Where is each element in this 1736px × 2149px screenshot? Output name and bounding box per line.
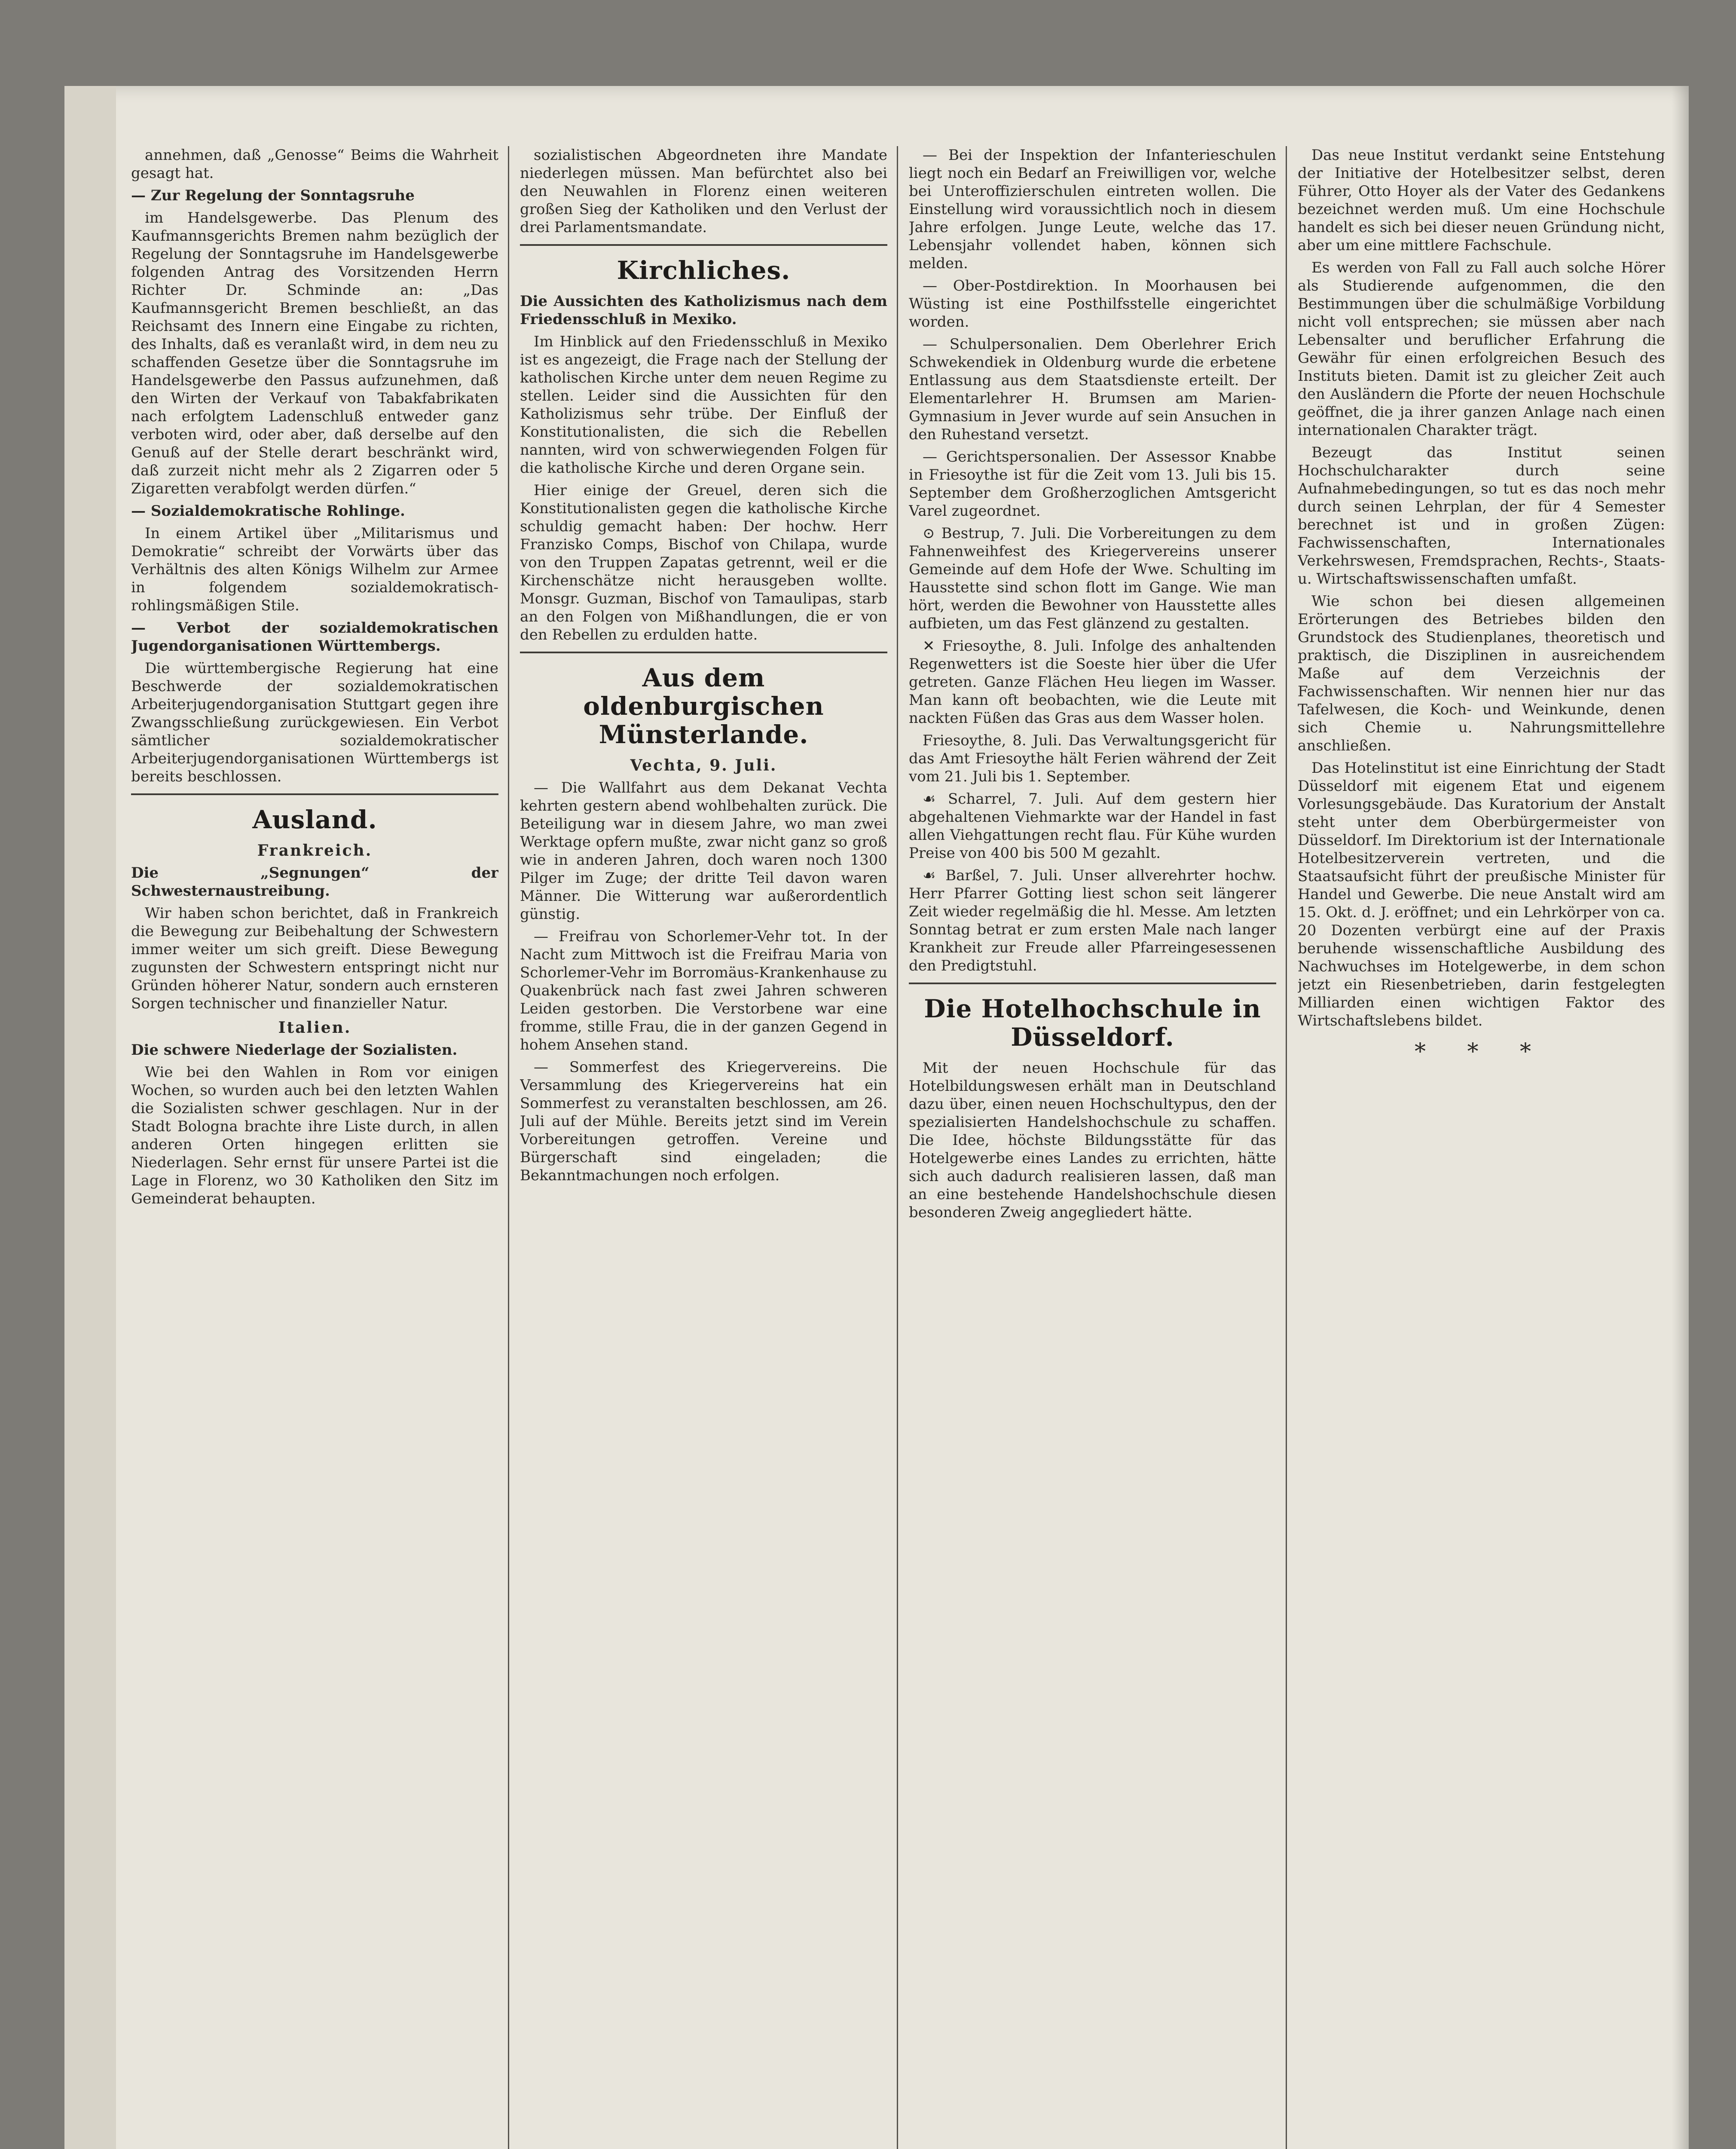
closing-stars: * * * — [1414, 1039, 1549, 1065]
section-divider — [131, 793, 498, 795]
article-paragraph: — Die Wallfahrt aus dem Dekanat Vechta kehrten gestern abend wohlbehalten zurück. Die Beteiligung war in diesem Jahre, wo man zwei Werktage opfern mußte, zwar nicht ganz so groß wie in anderen Jahren, doch waren noch 1300 Pilger im Zuge; der dritte Teil davon waren Männer. Die Witterung war außerordentlich günstig. — [520, 779, 887, 923]
column-rule — [897, 146, 898, 2149]
column-3 — [909, 146, 1276, 2149]
article-lead: — Verbot der sozialdemokratischen Jugendorganisationen Württembergs. — [131, 619, 498, 655]
article-paragraph: Hier einige der Greuel, deren sich die Konstitutionalisten gegen die katholische Kirche schuldig gemacht haben: Der hochw. Herr Franzisko Comps, Bischof von Chilapa, wurde von den Truppen Zapatas getrennt, weil er die Kirchenschätze nicht herausgeben wollte. Monsgr. Guzman, Bischof von Tamaulipas, starb an den Folgen von Mißhandlungen, die er von den Rebellen zu erdulden hatte. — [520, 482, 887, 643]
article-paragraph: sozialistischen Abgeordneten ihre Mandate niederlegen müssen. Man befürchtet also bei den Neuwahlen in Florenz einen weiteren großen Sieg der Katholiken und den Verlust der drei Parlamentsmandate. — [520, 147, 887, 236]
section-divider — [520, 244, 887, 246]
article-paragraph: Es werden von Fall zu Fall auch solche Hörer als Studierende aufgenommen, die den Bestimmungen über die schulmäßige Vorbildung nicht voll entsprechen; sie müssen aber nach Lebensalter und beruflicher Erfahrung die Gewähr für einen erfolgreichen Besuch des Instituts bieten. Damit ist zu gleicher Zeit auch den Ausländern die Pforte der neuen Hochschule geöffnet, die ja ihrer ganzen Anlage nach einen internationalen Charakter trägt. — [1298, 259, 1665, 439]
article-paragraph: Wie schon bei diesen allgemeinen Erörterungen des Betriebes bilden den Grundstock des Studienplanes, theoretisch und praktisch, die Disziplinen in ausreichendem Maße auf dem Verzeichnis der Fachwissenschaften. Wir nennen hier nur das Tafelwesen, die Koch- und Weinkunde, denen sich Chemie u. Nahrungsmittellehre anschließen. — [1298, 593, 1665, 754]
page-edge-shadow — [1672, 86, 1689, 2149]
section-heading-hotelhochschule: Die Hotelhochschule in Düsseldorf. — [924, 994, 1261, 1052]
article-paragraph: ⊙ Bestrup, 7. Juli. Die Vorbereitungen zu dem Fahnenweihfest des Kriegervereins unserer Gemeinde auf dem Hofe der Wwe. Schulting im Hausstette sind schon flott im Gange. Wie man hört, werden die Bewohner von Hausstette alles aufbieten, um das Fest glänzend zu gestalten. — [909, 525, 1276, 632]
article-paragraph: Bezeugt das Institut seinen Hochschulcharakter durch seine Aufnahmebedingungen, so tut es das noch mehr durch seinen Lehrplan, der für 4 Semester berechnet ist und in großen Zügen: Fachwissenschaften, Internationales Verkehrswesen, Fremdsprachen, Rechts-, Staats- u. Wirtschaftswissenschaften umfaßt. — [1298, 444, 1665, 588]
article-paragraph: — Freifrau von Schorlemer-Vehr tot. In der Nacht zum Mittwoch ist die Freifrau Maria von Schorlemer-Vehr im Borromäus-Krankenhause zu Quakenbrück nach fast zwei Jahren schweren Leiden gestorben. Die Verstorbene war eine fromme, stille Frau, die in der ganzen Gegend in hohem Ansehen stand. — [520, 928, 887, 1053]
article-paragraph: Wir haben schon berichtet, daß in Frankreich die Bewegung zur Beibehaltung der Schwestern immer weiter um sich greift. Diese Bewegung zugunsten der Schwestern entspringt nicht nur Gründen höherer Natur, sondern auch ernsteren Sorgen technischer und finanzieller Natur. — [131, 905, 498, 1012]
article-paragraph: im Handelsgewerbe. Das Plenum des Kaufmannsgerichts Bremen nahm bezüglich der Regelung der Sonntagsruhe im Handelsgewerbe folgenden Antrag des Vorsitzenden Herrn Richter Dr. Schminde an: „Das Kaufmannsgericht Bremen beschließt, an das Reichsamt des Innern eine Eingabe zu richten, des Inhalts, daß es veranlaßt wird, in dem neu zu schaffenden Gesetze über die Sonntagsruhe im Handelsgewerbe den Passus aufzunehmen, daß den Wirten der Verkauf von Tabakfabrikaten nach erfolgtem Ladenschluß entweder ganz verboten wird, oder aber, daß derselbe auf den Genuß auf der Stelle derart beschränkt wird, daß zurzeit nicht mehr als 2 Zigarren oder 5 Zigaretten verabfolgt werden dürfen.“ — [131, 209, 498, 497]
subheading-italien: Italien. — [278, 1019, 351, 1037]
article-lead: — Sozialdemokratische Rohlinge. — [131, 502, 405, 520]
section-heading-kirchliches: Kirchliches. — [617, 256, 791, 285]
section-heading-muensterland: Aus dem oldenburgischen Münsterlande. — [583, 663, 824, 749]
article-paragraph: Wie bei den Wahlen in Rom vor einigen Wochen, so wurden auch bei den letzten Wahlen die Sozialisten schwer geschlagen. Nur in der Stadt Bologna brachte ihre Liste durch, in allen anderen Orten hingegen erlitten sie Niederlagen. Sehr ernst für unsere Partei ist die Lage in Florenz, wo 30 Katholiken den Sitz im Gemeinderat behaupten. — [131, 1064, 498, 1207]
dateline: Vechta, 9. Juli. — [630, 756, 777, 774]
article-paragraph: — Bei der Inspektion der Infanterieschulen liegt noch ein Bedarf an Freiwilligen vor, welche bei Unteroffizierschulen eintreten wollen. Die Einstellung wird voraussichtlich noch in diesem Jahre erfolgen. Junge Leute, welche das 17. Lebensjahr vollendet haben, können sich melden. — [909, 147, 1276, 272]
article-paragraph: In einem Artikel über „Militarismus und Demokratie“ schreibt der Vorwärts über das Verhältnis des alten Königs Wilhelm zur Armee in folgendem sozialdemokratisch-rohlingsmäßigen Stile. — [131, 525, 498, 614]
article-paragraph: Mit der neuen Hochschule für das Hotelbildungswesen erhält man in Deutschland dazu über, einen neuen Hochschultypus, den der spezialisierten Handelshochschule zu schaffen. Die Idee, höchste Bildungsstätte für das Hotelgewerbe eines Landes zu errichten, hätte sich auch dadurch realisieren lassen, daß man an eine bestehende Handelshochschule diesen besonderen Zweig angegliedert hätte. — [909, 1059, 1276, 1221]
article-paragraph: Die württembergische Regierung hat eine Beschwerde der sozialdemokratischen Arbeiterjugendorganisation Stuttgart gegen ihre Zwangsschließung zurückgewiesen. Ein Verbot sämtlicher sozialdemokratischer Arbeiterjugendorganisationen Württembergs ist bereits beschlossen. — [131, 660, 498, 785]
column-4 — [1298, 146, 1665, 2149]
section-divider — [909, 983, 1276, 984]
article-lead: — Zur Regelung der Sonntagsruhe — [131, 187, 415, 204]
newspaper-page — [64, 86, 1689, 2149]
column-2 — [520, 146, 887, 2149]
article-paragraph: Im Hinblick auf den Friedensschluß in Mexiko ist es angezeigt, die Frage nach der Stellung der katholischen Kirche unter dem neuen Regime zu stellen. Leider sind die Aussichten für den Katholizismus sehr trübe. Der Einfluß der Konstitutionalisten, die sich die Rebellen nannten, wird von schwerwiegenden Folgen für die katholische Kirche und deren Organe sein. — [520, 333, 887, 477]
article-paragraph: Das neue Institut verdankt seine Entstehung der Initiative der Hotelbesitzer selbst, deren Führer, Otto Hoyer als der Vater des Gedankens bezeichnet werden muß. Um eine Hochschule handelt es sich bei dieser neuen Gründung nicht, aber um eine mittlere Fachschule. — [1298, 147, 1665, 254]
section-divider — [520, 652, 887, 653]
column-rule — [508, 146, 509, 2149]
article-paragraph: annehmen, daß „Genosse“ Beims die Wahrheit gesagt hat. — [131, 147, 498, 182]
article-paragraph: Das Hotelinstitut ist eine Einrichtung der Stadt Düsseldorf mit eigenem Etat und eigenem Vorlesungsgebäude. Das Kuratorium der Anstalt steht unter dem Oberbürgermeister von Düsseldorf. Im Direktorium ist der Internationale Hotelbesitzerverein vertreten, und die Staatsaufsicht führt der preußische Minister für Handel und Gewerbe. Die neue Anstalt wird am 15. Okt. d. J. eröffnet; und ein Lehrkörper von ca. 20 Dozenten verbürgt eine auf der Praxis beruhende wissenschaftliche Ausbildung des Nachwuchses im Hotelgewerbe, in dem schon jetzt ein Riesenbetrieben, darin festgelegten Milliarden einen wichtigen Faktor des Wirtschaftslebens bildet. — [1298, 759, 1665, 1029]
article-lead: Die „Segnungen“ der Schwesternaustreibung. — [131, 864, 498, 900]
article-paragraph: — Ober-Postdirektion. In Moorhausen bei Wüsting ist eine Posthilfsstelle eingerichtet worden. — [909, 277, 1276, 331]
section-heading-ausland: Ausland. — [252, 805, 377, 834]
article-lead: Die schwere Niederlage der Sozialisten. — [131, 1041, 458, 1059]
page-gutter — [64, 86, 116, 2149]
article-paragraph: — Sommerfest des Kriegervereins. Die Versammlung des Kriegervereins hat ein Sommerfest zu veranstalten beschlossen, am 26. Juli auf der Mühle. Bereits jetzt sind im Verein Vorbereitungen getroffen. Vereine und Bürgerschaft sind eingeladen; die Bekanntmachungen noch erfolgen. — [520, 1059, 887, 1184]
article-paragraph: ☙ Scharrel, 7. Juli. Auf dem gestern hier abgehaltenen Viehmarkte war der Handel in fast allen Viehgattungen recht flau. Für Kühe wurden Preise von 400 bis 500 M gezahlt. — [909, 790, 1276, 862]
subheading-frankreich: Frankreich. — [257, 842, 373, 860]
article-paragraph: — Gerichtspersonalien. Der Assessor Knabbe in Friesoythe ist für die Zeit vom 13. Juli bis 15. September dem Großherzoglichen Amtsgericht Varel zugeordnet. — [909, 448, 1276, 520]
article-paragraph: ☙ Barßel, 7. Juli. Unser allverehrter hochw. Herr Pfarrer Gotting liest schon seit längerer Zeit wieder regelmäßig die hl. Messe. Am letzten Sonntag betrat er zum ersten Male nach langer Krankheit zur Freude aller Pfarreingesessenen den Predigtstuhl. — [909, 867, 1276, 974]
article-paragraph: Friesoythe, 8. Juli. Das Verwaltungsgericht für das Amt Friesoythe hält Ferien während der Zeit vom 21. Juli bis 1. September. — [909, 732, 1276, 785]
column-rule — [1286, 146, 1287, 2149]
article-paragraph: ✕ Friesoythe, 8. Juli. Infolge des anhaltenden Regenwetters ist die Soeste hier über die Ufer getreten. Ganze Flächen Heu liegen im Wasser. Man kann oft beobachten, wie die Leute mit nackten Füßen das Gras aus dem Wasser holen. — [909, 637, 1276, 727]
column-1 — [131, 146, 498, 2149]
article-paragraph: — Schulpersonalien. Dem Oberlehrer Erich Schwekendiek in Oldenburg wurde die erbetene Entlassung aus dem Staatsdienste erteilt. Der Elementarlehrer H. Brumsen am Marien-Gymnasium in Jever wurde auf sein Ansuchen in den Ruhestand versetzt. — [909, 336, 1276, 443]
article-lead: Die Aussichten des Katholizismus nach dem Friedensschluß in Mexiko. — [520, 293, 887, 328]
